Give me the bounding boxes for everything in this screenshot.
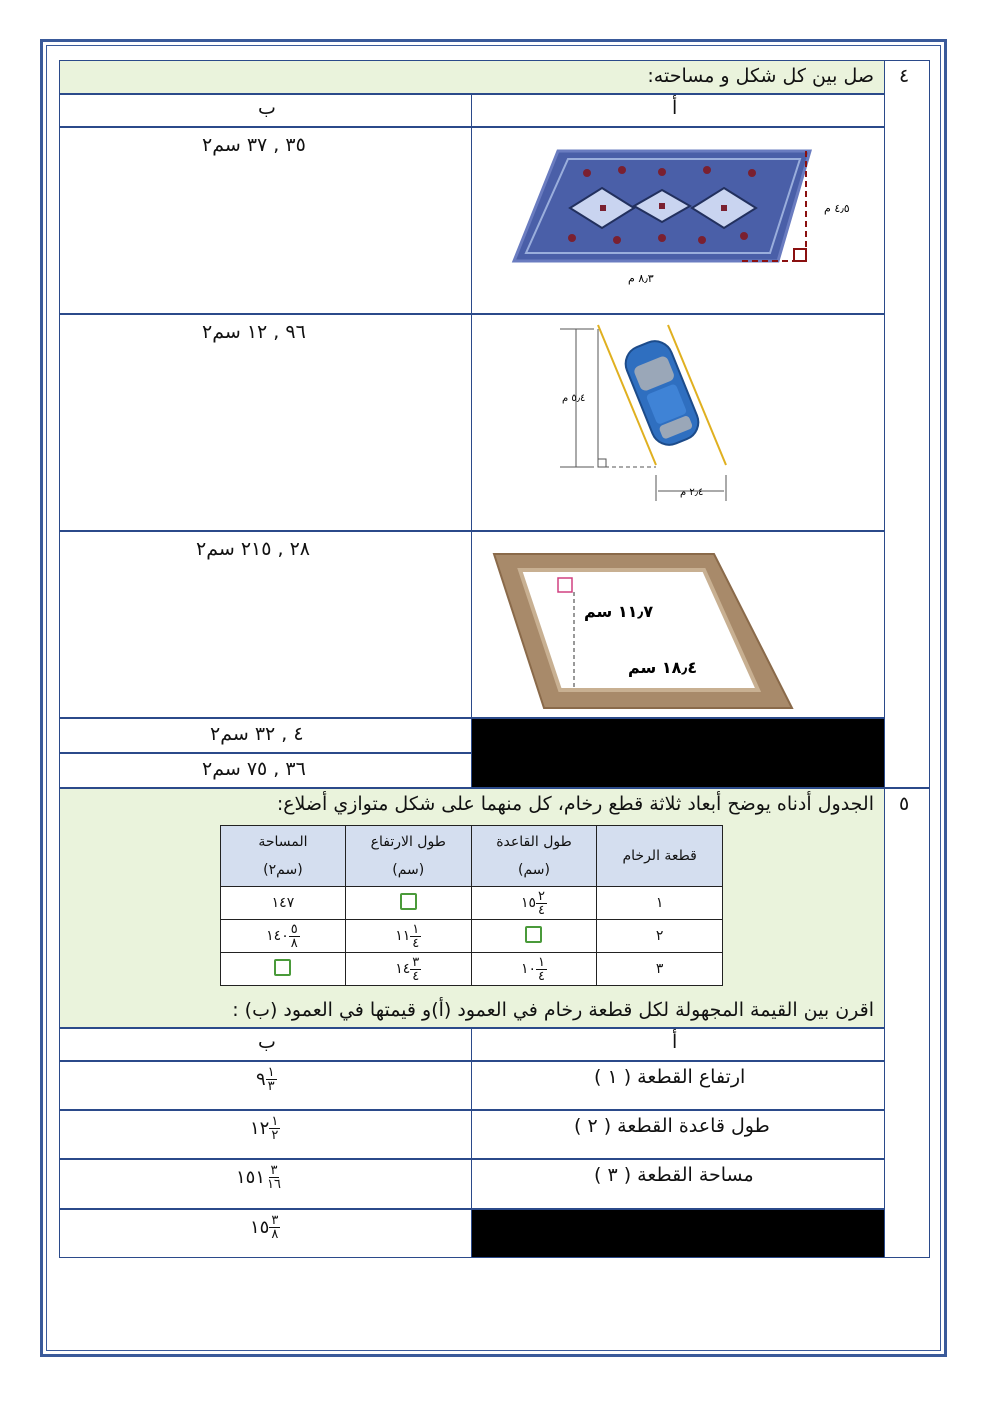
q4-col-a-label: أ [672, 97, 678, 119]
frame-height-label: ١١٫٧ سم [584, 602, 654, 621]
rug-base-label: ٨٫٣ م [628, 272, 654, 285]
q4-answer-cell-5[interactable] [59, 753, 472, 788]
q5-item-b-cell-3[interactable] [59, 1159, 472, 1209]
q5-item-a-cell-1[interactable] [471, 1061, 885, 1110]
q4-blank-cell [471, 718, 885, 788]
q5-item-b-3: ١٥١ $\frac{٣}{١٦}$ [236, 1163, 281, 1192]
question-4-header [59, 60, 885, 94]
marble-table-header [221, 826, 723, 887]
q5-item-b-1: ٩ $\frac{١}{٣}$ [256, 1065, 275, 1094]
table-row [221, 920, 723, 953]
header-area: المساحة (سم٢) [221, 826, 346, 887]
car-base-label: ٢٫٤ م [680, 487, 704, 498]
row1-area: ١٤٧ [221, 887, 346, 920]
q5-col-b-label: ب [258, 1031, 276, 1053]
question-5-number: ٥ [899, 793, 910, 815]
question-5-instruction: اقرن بين القيمة المجهولة لكل قطعة رخام في العمود (أ)و قيمتها في العمود (ب) : [232, 999, 874, 1021]
row2-base-unknown[interactable] [471, 920, 597, 953]
row2-area: ١٤٠ $\frac{٥}{٨}$ [221, 920, 346, 953]
row2-height: ١١ $\frac{١}{٤}$ [345, 920, 471, 953]
car-height-label: ٥٫٤ م [562, 393, 586, 404]
header-height: طول الارتفاع (سم) [345, 826, 471, 887]
q5-item-b-4: ١٥ $\frac{٣}{٨}$ [250, 1213, 279, 1242]
q5-item-a-2: طول قاعدة القطعة ( ٢ ) [574, 1115, 770, 1137]
rug-figure [472, 128, 884, 313]
q4-col-b-header [59, 94, 472, 127]
car-figure [472, 315, 884, 530]
q4-figure-rug-cell[interactable] [471, 127, 885, 314]
frame-base-label: ١٨٫٤ سم [628, 658, 698, 677]
q5-item-b-cell-2[interactable] [59, 1110, 472, 1159]
row3-area-unknown[interactable] [221, 953, 346, 986]
header-base: طول القاعدة (سم) [471, 826, 597, 887]
q5-col-a-label: أ [672, 1031, 678, 1053]
question-5-intro: الجدول أدناه يوضح أبعاد ثلاثة قطع رخام، كل منهما على شكل متوازي أضلاع: [276, 793, 874, 815]
rug-height-label: ٤٫٥ م [824, 202, 850, 215]
row1-height-unknown[interactable] [345, 887, 471, 920]
row3-base: ١٠ $\frac{١}{٤}$ [471, 953, 597, 986]
q5-item-a-3: مساحة القطعة ( ٣ ) [594, 1164, 754, 1186]
question-4-number-cell [884, 60, 930, 788]
q4-answer-2: ٩٦ , ١٢ سم٢ [202, 321, 306, 343]
q4-answer-cell-2[interactable] [59, 314, 472, 531]
q4-col-b-label: ب [258, 97, 276, 119]
q4-answer-cell-3[interactable] [59, 531, 472, 718]
header-piece: قطعة الرخام [597, 826, 723, 887]
q4-col-a-header [471, 94, 885, 127]
q4-answer-3: ٢٨ , ٢١٥ سم٢ [196, 538, 310, 560]
q4-answer-cell-1[interactable] [59, 127, 472, 314]
marble-table [220, 825, 723, 986]
q4-figure-frame-cell[interactable] [471, 531, 885, 718]
q4-answer-cell-4[interactable] [59, 718, 472, 753]
q4-answer-4: ٤ , ٣٢ سم٢ [210, 723, 304, 745]
q5-item-b-2: ١٢ $\frac{١}{٢}$ [250, 1114, 279, 1143]
q5-col-a-header [471, 1028, 885, 1061]
q4-answer-5: ٣٦ , ٧٥ سم٢ [202, 758, 306, 780]
q4-answer-1: ٣٥ , ٣٧ سم٢ [202, 134, 306, 156]
table-row [221, 887, 723, 920]
unknown-box-icon [274, 959, 291, 976]
q5-item-a-1: ارتفاع القطعة ( ١ ) [594, 1066, 746, 1088]
row3-height: ١٤ $\frac{٣}{٤}$ [345, 953, 471, 986]
row2-piece: ٢ [597, 920, 723, 953]
q5-item-b-cell-1[interactable] [59, 1061, 472, 1110]
table-row [221, 953, 723, 986]
question-4-number: ٤ [899, 65, 910, 87]
q5-item-a-cell-2[interactable] [471, 1110, 885, 1159]
unknown-box-icon [525, 926, 542, 943]
q5-item-a-cell-3[interactable] [471, 1159, 885, 1209]
q4-figure-car-cell[interactable] [471, 314, 885, 531]
row1-piece: ١ [597, 887, 723, 920]
q5-col-b-header [59, 1028, 472, 1061]
q5-blank-cell [471, 1209, 885, 1258]
row3-piece: ٣ [597, 953, 723, 986]
q5-item-b-cell-4[interactable] [59, 1209, 472, 1258]
question-4-instruction: صل بين كل شكل و مساحته: [647, 65, 874, 87]
row1-base: ١٥ $\frac{٢}{٤}$ [471, 887, 597, 920]
question-5-number-cell [884, 788, 930, 1258]
frame-figure [472, 532, 884, 717]
unknown-box-icon [400, 893, 417, 910]
